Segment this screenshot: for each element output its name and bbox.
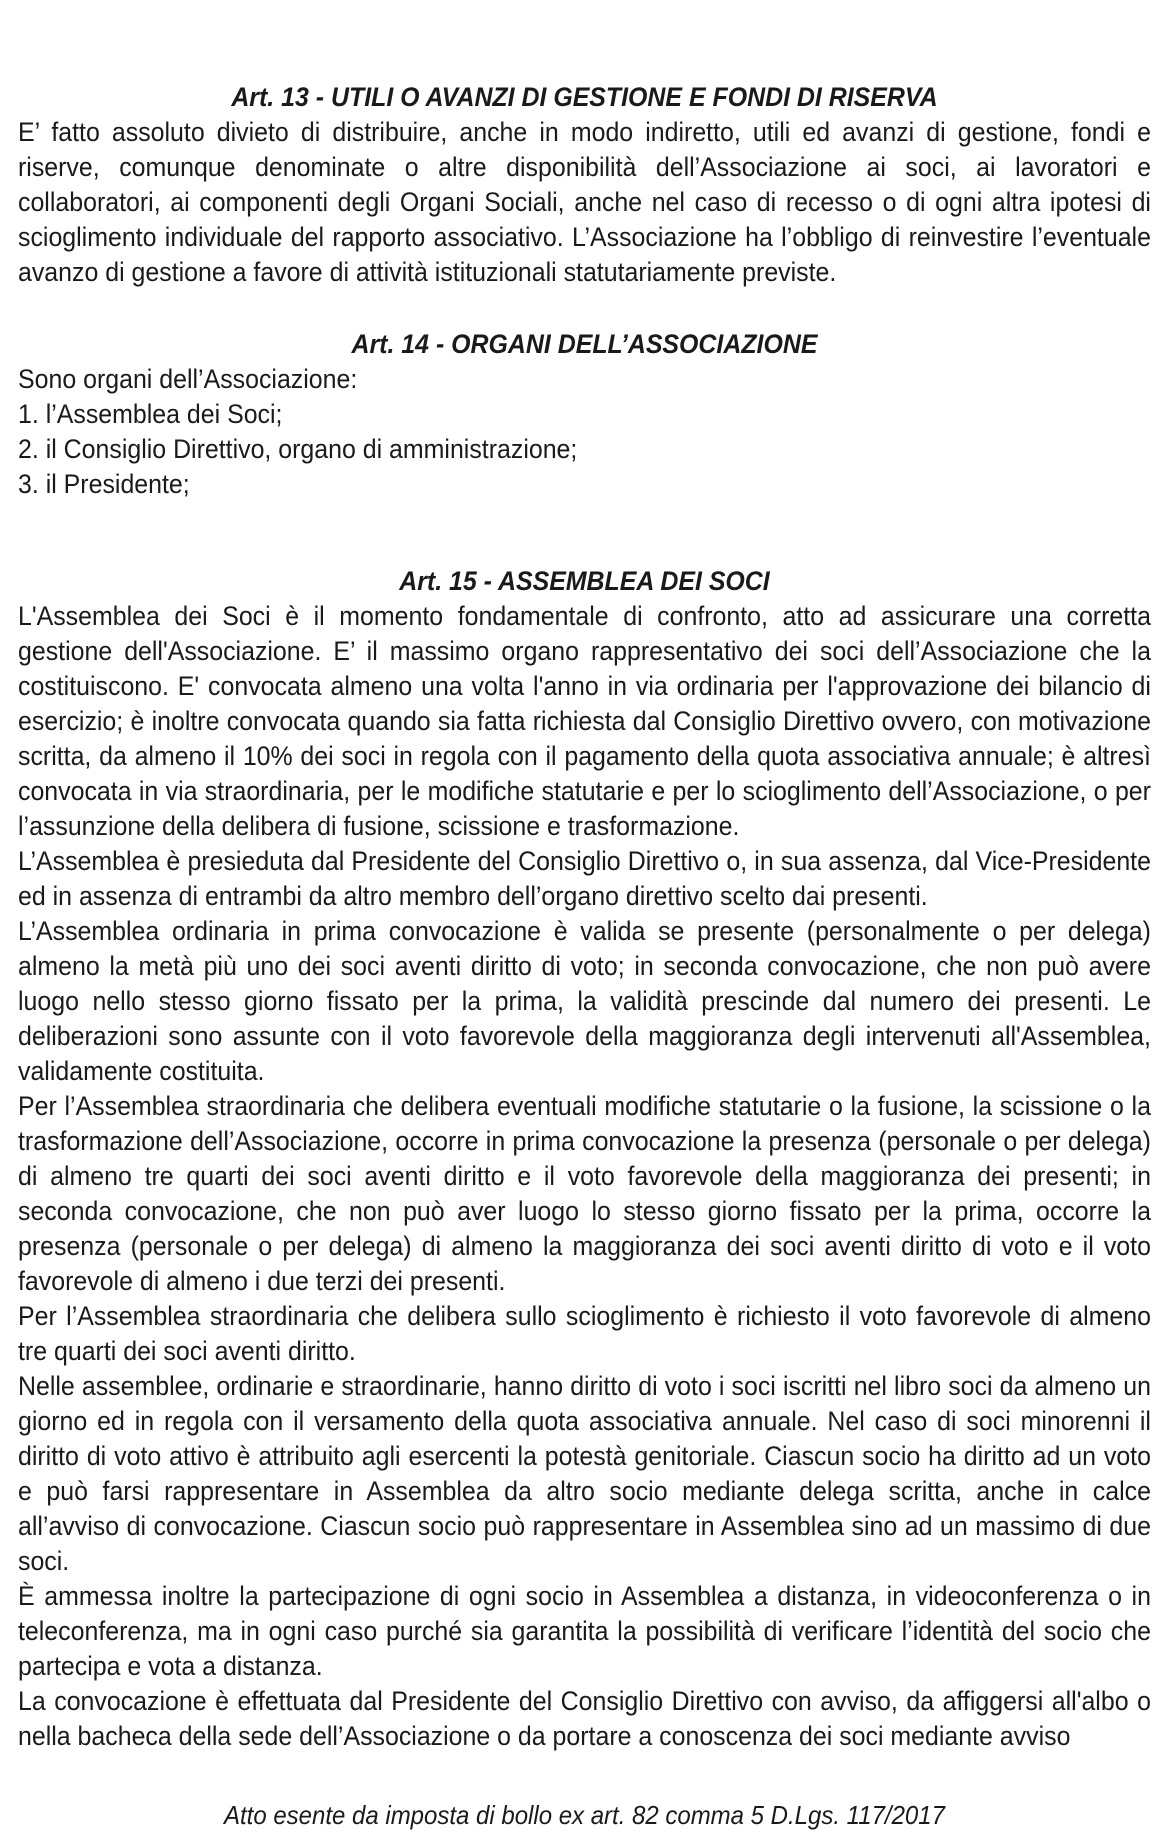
article-15-paragraph-3: L’Assemblea ordinaria in prima convocazione è valida se presente (personalmente o per delega) almeno la metà più uno dei soci aventi diritto di voto; in seconda convocazione, che non può avere luogo nello stesso giorno fissato per la prima, la validità prescinde dal numero dei presenti. Le deliberazioni sono assunte con il voto favorevole della maggioranza degli intervenuti all'Assemblea, validamente costituita. (18, 916, 1151, 1086)
article-14-intro: Sono organi dell’Associazione: (18, 364, 358, 394)
list-item-2: 2. il Consiglio Direttivo, organo di amministrazione; (18, 434, 578, 464)
article-15-heading: Art. 15 - ASSEMBLEA DEI SOCI (399, 566, 770, 596)
article-14-section (18, 327, 1151, 502)
footer-note: Atto esente da imposta di bollo ex art. 82 comma 5 D.Lgs. 117/2017 (223, 1800, 945, 1830)
article-15-paragraph-7: È ammessa inoltre la partecipazione di ogni socio in Assemblea a distanza, in videoconferenza o in teleconferenza, ma in ogni caso purché sia garantita la possibilità di verificare l’identità del socio che partecipa e vota a distanza. (18, 1581, 1151, 1681)
article-13-heading: Art. 13 - UTILI O AVANZI DI GESTIONE E FONDI DI RISERVA (231, 82, 938, 112)
article-15-paragraph-5: Per l’Assemblea straordinaria che delibera sullo scioglimento è richiesto il voto favorevole di almeno tre quarti dei soci aventi diritto. (18, 1301, 1151, 1366)
article-15-section (18, 564, 1151, 1754)
article-15-paragraph-2: L’Assemblea è presieduta dal Presidente del Consiglio Direttivo o, in sua assenza, dal Vice-Presidente ed in assenza di entrambi da altro membro dell’organo direttivo scelto dai presenti. (18, 846, 1151, 911)
article-15-paragraph-8: La convocazione è effettuata dal Presidente del Consiglio Direttivo con avviso, da affiggersi all'albo o nella bacheca della sede dell’Associazione o da portare a conoscenza dei soci mediante avviso (18, 1686, 1151, 1751)
article-15-paragraph-6: Nelle assemblee, ordinarie e straordinarie, hanno diritto di voto i soci iscritti nel libro soci da almeno un giorno ed in regola con il versamento della quota associativa annuale. Nel caso di soci minorenni il diritto di voto attivo è attribuito agli esercenti la potestà genitoriale. Ciascun socio ha diritto ad un voto e può farsi rappresentare in Assemblea da altro socio mediante delega scritta, anche in calce all’avviso di convocazione. Ciascun socio può rappresentare in Assemblea sino ad un massimo di due soci. (18, 1371, 1151, 1576)
article-13-paragraph: E’ fatto assoluto divieto di distribuire, anche in modo indiretto, utili ed avanzi di gestione, fondi e riserve, comunque denominate o altre disponibilità dell’Associazione ai soci, ai lavoratori e collaboratori, ai componenti degli Organi Sociali, anche nel caso di recesso o di ogni altra ipotesi di scioglimento individuale del rapporto associativo. L’Associazione ha l’obbligo di reinvestire l’eventuale avanzo di gestione a favore di attività istituzionali statutariamente previste. (18, 117, 1151, 287)
article-13-section (18, 80, 1151, 290)
list-item-1: 1. l’Assemblea dei Soci; (18, 399, 283, 429)
document-body (18, 80, 1151, 1833)
list-item-3: 3. il Presidente; (18, 469, 190, 499)
article-15-paragraph-4: Per l’Assemblea straordinaria che delibera eventuali modifiche statutarie o la fusione, la scissione o la trasformazione dell’Associazione, occorre in prima convocazione la presenza (personale o per delega) di almeno tre quarti dei soci aventi diritto e il voto favorevole della maggioranza dei presenti; in seconda convocazione, che non può aver luogo lo stesso giorno fissato per la prima, occorre la presenza (personale o per delega) di almeno la maggioranza dei soci aventi diritto di voto e il voto favorevole di almeno i due terzi dei presenti. (18, 1091, 1151, 1296)
article-14-heading: Art. 14 - ORGANI DELL’ASSOCIAZIONE (351, 329, 818, 359)
article-15-paragraph-1: L'Assemblea dei Soci è il momento fondamentale di confronto, atto ad assicurare una corretta gestione dell'Associazione. E’ il massimo organo rappresentativo dei soci dell’Associazione che la costituiscono. E' convocata almeno una volta l'anno in via ordinaria per l'approvazione dei bilancio di esercizio; è inoltre convocata quando sia fatta richiesta dal Consiglio Direttivo ovvero, con motivazione scritta, da almeno il 10% dei soci in regola con il pagamento della quota associativa annuale; è altresì convocata in via straordinaria, per le modifiche statutarie e per lo scioglimento dell’Associazione, o per l’assunzione della delibera di fusione, scissione e trasformazione. (18, 601, 1151, 841)
